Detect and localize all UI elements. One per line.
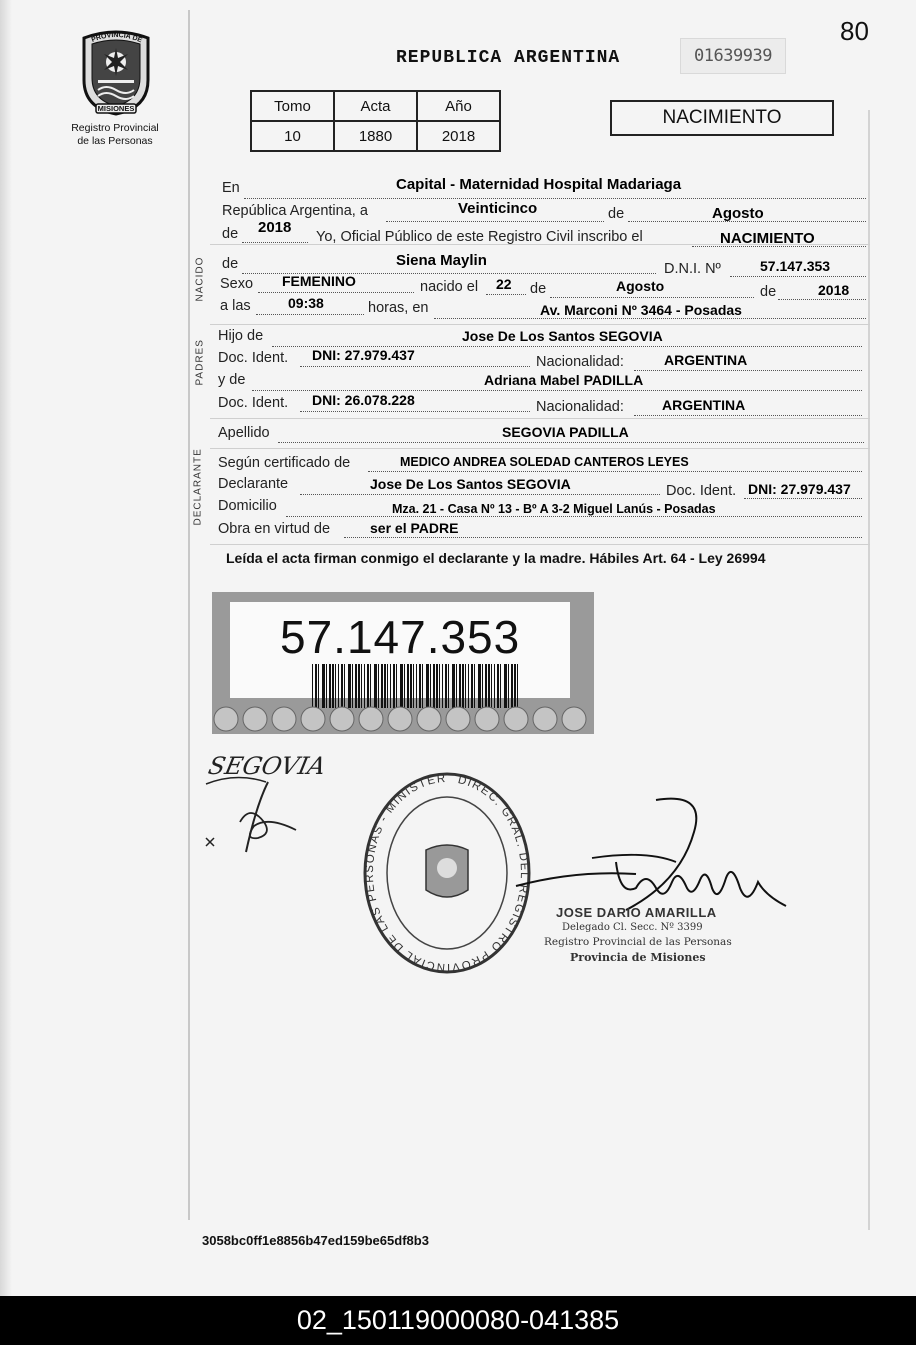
svg-text:SEGOVIA: SEGOVIA [205, 751, 329, 780]
label-sexo: Sexo [220, 276, 254, 292]
record-value-tomo: 10 [251, 121, 334, 151]
value-address: Mza. 21 - Casa Nº 13 - Bº A 3-2 Miguel Lanús - Posadas [392, 502, 716, 516]
value-act: NACIMIENTO [720, 230, 815, 247]
side-label-declarant: DECLARANTE [192, 448, 204, 526]
dotted-line [300, 411, 530, 412]
dotted-line [744, 498, 862, 499]
dotted-line [386, 221, 604, 222]
dotted-line [258, 292, 414, 293]
document-title: REPUBLICA ARGENTINA [396, 48, 621, 68]
value-declarant: Jose De Los Santos SEGOVIA [370, 476, 571, 492]
label-de-year: de [222, 226, 239, 242]
label-nacionalidad: Nacionalidad: [536, 354, 624, 370]
value-month: Agosto [712, 205, 764, 222]
value-by-virtue: ser el PADRE [370, 520, 459, 536]
value-certificate: MEDICO ANDREA SOLEDAD CANTEROS LEYES [400, 455, 689, 469]
side-label-born: NACIDO [194, 256, 206, 302]
official-province: Provincia de Misiones [570, 951, 706, 964]
dotted-line [242, 242, 308, 243]
dotted-line [730, 276, 866, 277]
value-place: Capital - Maternidad Hospital Madariaga [396, 176, 682, 193]
page-edge-shadow [0, 0, 12, 1296]
side-label-parents: PADRES [194, 339, 206, 386]
dotted-line [278, 442, 864, 443]
value-birth-year: 2018 [818, 282, 850, 298]
label-obra: Obra en virtud de [218, 521, 331, 537]
dotted-line [368, 471, 862, 472]
label-de3: de [760, 284, 777, 300]
label-horas-en: horas, en [368, 300, 429, 316]
label-segun: Según certificado de [218, 455, 351, 471]
value-birth-place: Av. Marconi Nº 3464 - Posadas [540, 302, 742, 318]
value-father-doc: DNI: 27.979.437 [312, 347, 415, 363]
label-apellido: Apellido [218, 425, 270, 441]
sticker-panel [230, 602, 570, 698]
value-dni: 57.147.353 [760, 258, 831, 274]
label-y-de: y de [218, 372, 246, 388]
separator [210, 324, 870, 325]
value-father: Jose De Los Santos SEGOVIA [462, 328, 663, 344]
registry-label [56, 122, 174, 148]
dotted-line [256, 314, 364, 315]
value-birth-day: 22 [496, 276, 512, 292]
dotted-line [778, 299, 866, 300]
value-father-nat: ARGENTINA [664, 352, 748, 368]
sticker-number: 57.147.353 [280, 611, 521, 663]
scan-footer-id: 02_150119000080-041385 [0, 1296, 916, 1345]
record-table [250, 90, 501, 152]
svg-text:DIREC. GRAL. DEL REGISTRO PROV: DIREC. GRAL. DEL REGISTRO PROVINCIAL DE LAS PERSONAS - MINISTERIO DE GOBIERNO [356, 761, 531, 974]
dotted-line [300, 366, 530, 367]
registry-label-line1: Registro Provincial [71, 122, 159, 134]
official-role: Delegado Cl. Secc. Nº 3399 [562, 922, 703, 933]
svg-text:PROVINCIA DE: PROVINCIA DE [90, 31, 143, 45]
label-de-name: de [222, 256, 239, 272]
label-nacido-el: nacido el [420, 279, 479, 295]
dotted-line [244, 198, 866, 199]
dotted-line [434, 318, 866, 319]
value-mother: Adriana Mabel PADILLA [484, 372, 644, 388]
label-a-las: a las [220, 298, 251, 314]
closing-statement: Leída el acta firman conmigo el declarante y la madre. Hábiles Art. 64 - Ley 26994 [226, 550, 766, 566]
separator [210, 448, 870, 449]
value-sex: FEMENINO [282, 273, 356, 289]
label-doc-ident: Doc. Ident. [218, 350, 289, 366]
label-de: de [608, 206, 625, 222]
value-year: 2018 [258, 219, 292, 236]
security-pattern [212, 704, 594, 734]
dotted-line [486, 294, 526, 295]
record-header-anio: Año [417, 91, 500, 121]
value-time: 09:38 [288, 295, 324, 311]
dotted-line [634, 370, 862, 371]
svg-text:MISIONES: MISIONES [97, 104, 135, 113]
label-doc-ident2: Doc. Ident. [218, 395, 289, 411]
dni-sticker [212, 592, 594, 734]
value-day-text: Veinticinco [458, 200, 538, 217]
dotted-line [550, 297, 754, 298]
label-republica: República Argentina, a [222, 203, 368, 219]
value-declarant-doc: DNI: 27.979.437 [748, 481, 851, 497]
value-mother-doc: DNI: 26.078.228 [312, 392, 415, 408]
right-rule [868, 110, 870, 1230]
dotted-line [344, 537, 862, 538]
record-type-box: NACIMIENTO [610, 100, 834, 136]
label-declarante: Declarante [218, 476, 289, 492]
serial-number: 01639939 [680, 38, 786, 74]
value-surname: SEGOVIA PADILLA [502, 424, 629, 440]
label-inscribo: Yo, Oficial Público de este Registro Civil inscribo el [316, 229, 643, 245]
separator [210, 418, 870, 419]
official-name: JOSE DARIO AMARILLA [556, 905, 717, 920]
record-value-acta: 1880 [334, 121, 417, 151]
barcode-icon [312, 664, 522, 708]
dotted-line [634, 415, 862, 416]
label-domicilio: Domicilio [218, 498, 277, 514]
document-hash: 3058bc0ff1e8856b47ed159be65df8b3 [202, 1233, 429, 1248]
dotted-line [300, 494, 660, 495]
dotted-line [252, 390, 862, 391]
record-value-anio: 2018 [417, 121, 500, 151]
declarant-signature [196, 742, 356, 872]
registry-label-line2: de las Personas [77, 135, 153, 147]
label-hijo-de: Hijo de [218, 328, 264, 344]
margin-rule [188, 10, 190, 1220]
logo-lettering [78, 28, 154, 118]
value-mother-nat: ARGENTINA [662, 397, 746, 413]
value-birth-month: Agosto [616, 278, 665, 294]
value-name: Siena Maylin [396, 252, 487, 269]
dotted-line [286, 516, 862, 517]
official-office: Registro Provincial de las Personas [544, 936, 732, 948]
record-header-acta: Acta [334, 91, 417, 121]
official-signature-block [544, 905, 732, 965]
separator [210, 544, 870, 545]
label-de2: de [530, 281, 547, 297]
label-nacionalidad2: Nacionalidad: [536, 399, 624, 415]
page-number: 80 [840, 16, 869, 46]
official-signature [496, 792, 796, 922]
label-en: En [222, 180, 240, 196]
record-header-tomo: Tomo [251, 91, 334, 121]
label-doc-ident3: Doc. Ident. [666, 483, 737, 499]
label-dni: D.N.I. Nº [664, 261, 721, 277]
